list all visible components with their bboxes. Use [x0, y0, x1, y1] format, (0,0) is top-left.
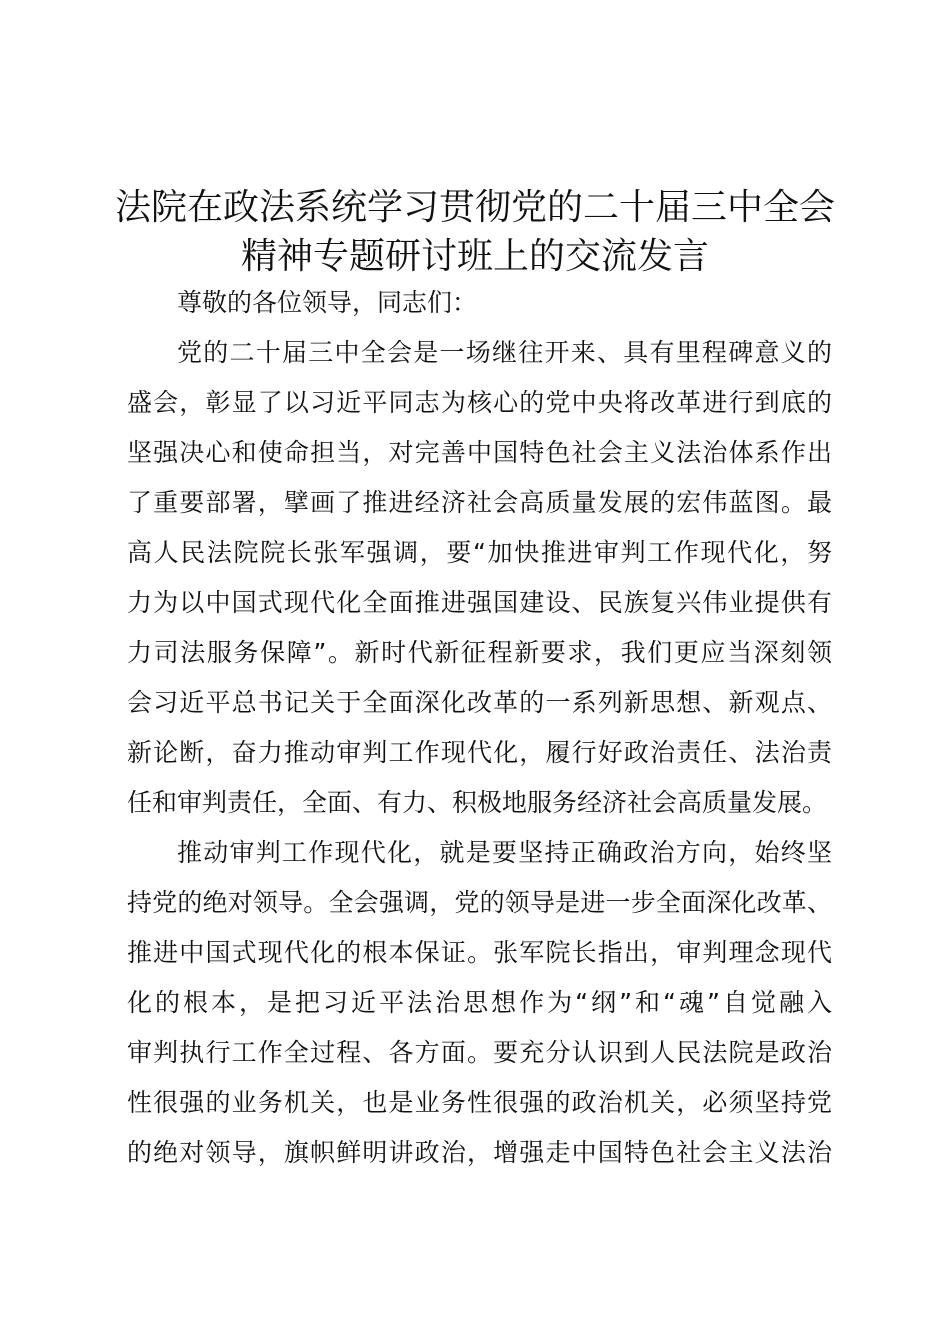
text-line: 推进中国式现代化的根本保证。张军院长指出，审判理念现代: [127, 938, 832, 967]
paragraph-1: [127, 328, 832, 828]
text-line: 盛会，彰显了以习近平同志为核心的党中央将改革进行到底的: [127, 388, 832, 417]
text-line: 了重要部署，擘画了推进经济社会高质量发展的宏伟蓝图。最: [127, 488, 832, 517]
text-line: 化的根本，是把习近平法治思想作为“纲”和“魂”自觉融入: [127, 988, 832, 1017]
paragraph-2: [127, 828, 832, 1178]
text-line: 的绝对领导，旗帜鲜明讲政治，增强走中国特色社会主义法治: [127, 1138, 832, 1167]
text-line: 高人民法院院长张军强调，要“加快推进审判工作现代化，努: [127, 538, 832, 567]
text-line: 力司法服务保障”。新时代新征程新要求，我们更应当深刻领: [127, 638, 832, 667]
text-line: 党的二十届三中全会是一场继往开来、具有里程碑意义的: [177, 338, 832, 367]
text-line: 审判执行工作全过程、各方面。要充分认识到人民法院是政治: [127, 1038, 832, 1067]
text-line: 任和审判责任，全面、有力、积极地服务经济社会高质量发展。: [127, 788, 828, 817]
text-line: 新论断，奋力推动审判工作现代化，履行好政治责任、法治责: [127, 738, 832, 767]
salutation: [127, 278, 832, 328]
document-title: [100, 183, 850, 281]
title-line: 精神专题研讨班上的交流发言: [240, 236, 709, 277]
title-line: 法院在政法系统学习贯彻党的二十届三中全会: [114, 187, 835, 228]
document-body: [127, 278, 832, 1178]
text-line: 推动审判工作现代化，就是要坚持正确政治方向，始终坚: [177, 838, 832, 867]
text-line: 性很强的业务机关，也是业务性很强的政治机关，必须坚持党: [127, 1088, 832, 1117]
text-line: 力为以中国式现代化全面推进强国建设、民族复兴伟业提供有: [127, 588, 832, 617]
text-line: 持党的绝对领导。全会强调，党的领导是进一步全面深化改革、: [127, 888, 832, 917]
salutation-text: 尊敬的各位领导，同志们：: [177, 288, 478, 317]
text-line: 会习近平总书记关于全面深化改革的一系列新思想、新观点、: [127, 688, 832, 717]
text-line: 坚强决心和使命担当，对完善中国特色社会主义法治体系作出: [127, 438, 832, 467]
